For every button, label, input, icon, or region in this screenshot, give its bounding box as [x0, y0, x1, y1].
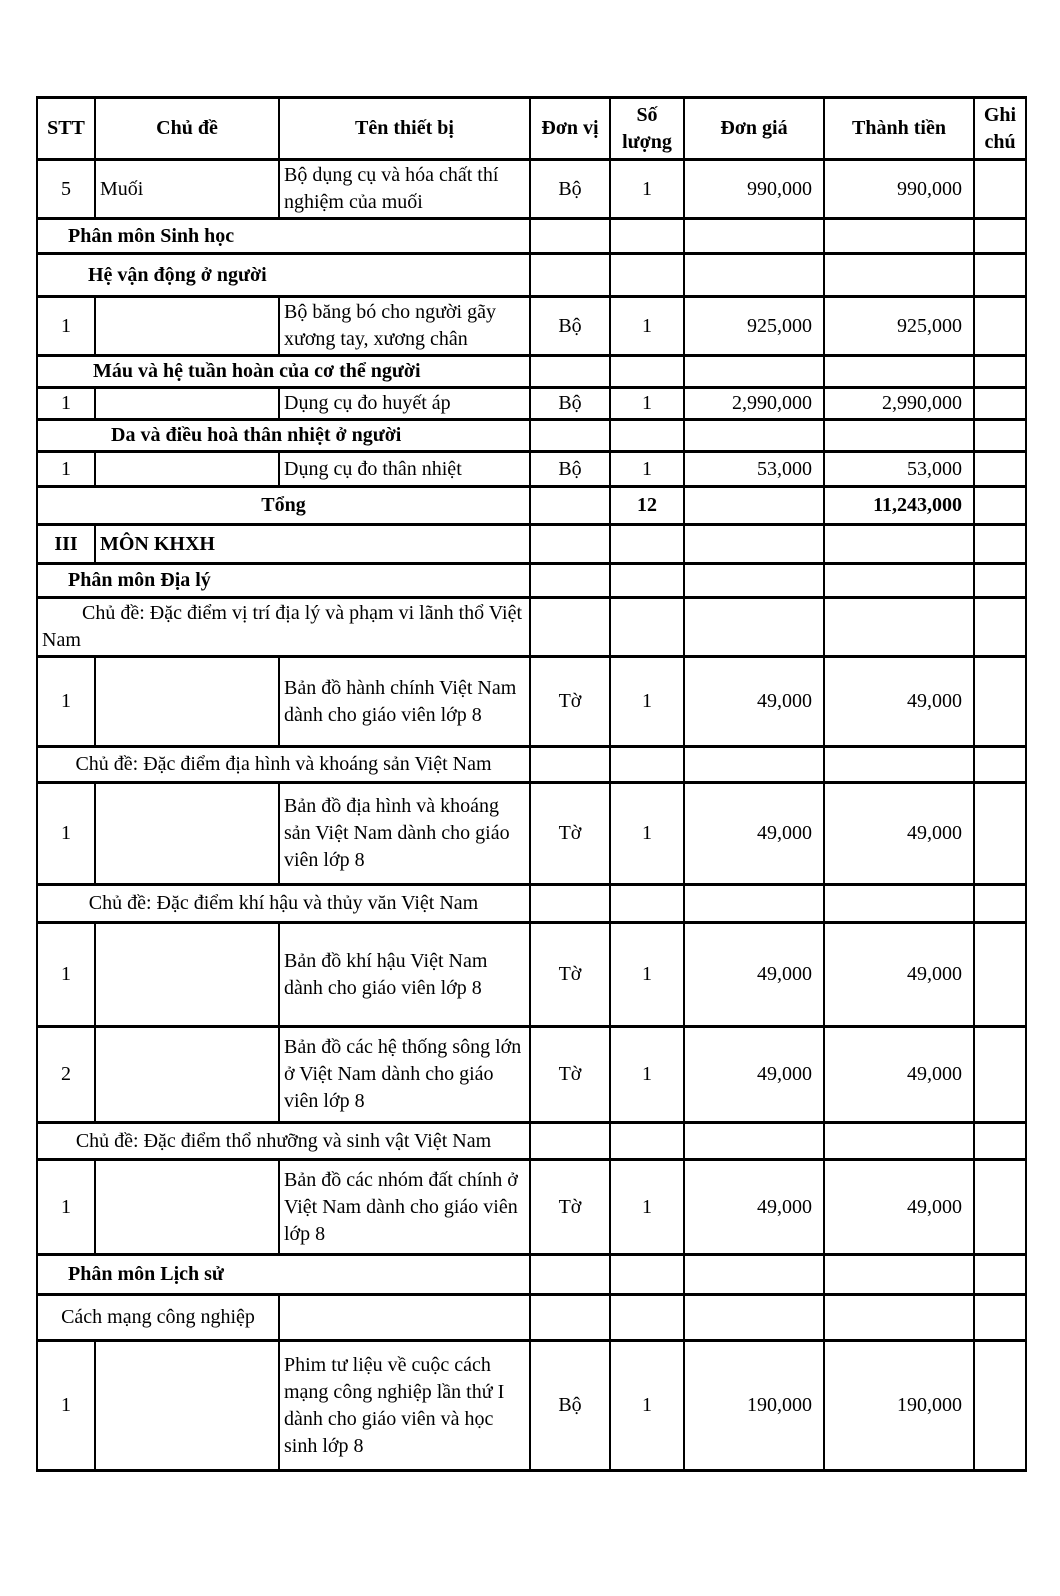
cell-thanh-tien: 49,000 — [824, 1027, 974, 1123]
total-quantity: 12 — [610, 487, 684, 525]
item-row — [37, 923, 1026, 1027]
empty-cell — [974, 1295, 1026, 1341]
cell-don-gia: 190,000 — [684, 1341, 824, 1471]
col-header-thanh-tien: Thành tiền — [824, 98, 974, 160]
cell-so-luong: 1 — [610, 783, 684, 885]
empty-cell — [974, 1255, 1026, 1295]
cell-ghi-chu — [974, 783, 1026, 885]
cell-don-gia: 49,000 — [684, 1027, 824, 1123]
cell-don-vi: Tờ — [530, 923, 610, 1027]
cell-ten-thiet-bi: Bản đồ các hệ thống sông lớn ở Việt Nam dành cho giáo viên lớp 8 — [279, 1027, 530, 1123]
section-row — [37, 564, 1026, 598]
equipment-table — [36, 96, 1027, 1472]
empty-cell — [684, 219, 824, 254]
empty-cell — [824, 525, 974, 564]
empty-cell — [610, 598, 684, 657]
empty-cell — [824, 747, 974, 783]
cell-thanh-tien: 190,000 — [824, 1341, 974, 1471]
cell-so-luong: 1 — [610, 657, 684, 747]
cell-don-gia: 990,000 — [684, 160, 824, 219]
empty-cell — [824, 420, 974, 452]
cell-don-gia: 49,000 — [684, 923, 824, 1027]
section-row — [37, 747, 1026, 783]
empty-cell — [974, 254, 1026, 297]
empty-cell — [530, 1123, 610, 1160]
total-row — [37, 487, 1026, 525]
empty-cell — [974, 885, 1026, 923]
empty-cell — [824, 1295, 974, 1341]
item-row — [37, 657, 1026, 747]
cell-don-vi: Tờ — [530, 657, 610, 747]
cell-ten-thiet-bi: Bộ băng bó cho người gãy xương tay, xương chân — [279, 297, 530, 356]
cell-stt: 1 — [37, 923, 95, 1027]
cell-so-luong: 1 — [610, 297, 684, 356]
empty-cell — [974, 219, 1026, 254]
section-label: Phân môn Sinh học — [37, 219, 530, 254]
section-label: Phân môn Lịch sử — [37, 1255, 530, 1295]
section-row — [37, 254, 1026, 297]
cell-chu-de — [95, 452, 279, 487]
cell-thanh-tien: 925,000 — [824, 297, 974, 356]
section-row — [37, 420, 1026, 452]
empty-cell — [684, 487, 824, 525]
col-header-ghi-chu: Ghi chú — [974, 98, 1026, 160]
cell-ghi-chu — [974, 1027, 1026, 1123]
empty-cell — [530, 219, 610, 254]
empty-cell — [684, 1123, 824, 1160]
section-label: Chủ đề: Đặc điểm vị trí địa lý và phạm vi lãnh thổ Việt Nam — [37, 598, 530, 657]
section-label: Phân môn Địa lý — [37, 564, 530, 598]
item-row — [37, 297, 1026, 356]
section-label: Da và điều hoà thân nhiệt ở người — [37, 420, 530, 452]
empty-cell — [610, 1295, 684, 1341]
item-row — [37, 452, 1026, 487]
empty-cell — [824, 885, 974, 923]
empty-cell — [279, 1295, 530, 1341]
cell-so-luong: 1 — [610, 1027, 684, 1123]
cell-thanh-tien: 49,000 — [824, 657, 974, 747]
cell-stt: 2 — [37, 1027, 95, 1123]
cell-don-vi: Bộ — [530, 160, 610, 219]
section-row — [37, 1123, 1026, 1160]
empty-cell — [684, 564, 824, 598]
cell-don-vi: Tờ — [530, 1027, 610, 1123]
section-label: Chủ đề: Đặc điểm khí hậu và thủy văn Việt Nam — [37, 885, 530, 923]
cell-ten-thiet-bi: Bản đồ hành chính Việt Nam dành cho giáo viên lớp 8 — [279, 657, 530, 747]
roman-numeral: III — [37, 525, 95, 564]
item-row — [37, 160, 1026, 219]
cell-ten-thiet-bi: Bản đồ các nhóm đất chính ở Việt Nam dành cho giáo viên lớp 8 — [279, 1160, 530, 1255]
cell-thanh-tien: 49,000 — [824, 1160, 974, 1255]
section-label: Chủ đề: Đặc điểm thổ nhưỡng và sinh vật Việt Nam — [37, 1123, 530, 1160]
cell-ghi-chu — [974, 452, 1026, 487]
empty-cell — [610, 885, 684, 923]
col-header-chu-de: Chủ đề — [95, 98, 279, 160]
empty-cell — [530, 598, 610, 657]
empty-cell — [684, 747, 824, 783]
header-row — [37, 98, 1026, 160]
section-row — [37, 356, 1026, 388]
empty-cell — [530, 356, 610, 388]
section-label: Cách mạng công nghiệp — [37, 1295, 279, 1341]
section-row — [37, 1295, 1026, 1341]
empty-cell — [530, 420, 610, 452]
cell-thanh-tien: 53,000 — [824, 452, 974, 487]
cell-stt: 1 — [37, 1160, 95, 1255]
empty-cell — [610, 254, 684, 297]
empty-cell — [610, 420, 684, 452]
cell-don-gia: 53,000 — [684, 452, 824, 487]
cell-chu-de — [95, 297, 279, 356]
cell-don-vi: Tờ — [530, 1160, 610, 1255]
cell-so-luong: 1 — [610, 1160, 684, 1255]
cell-stt: 5 — [37, 160, 95, 219]
cell-ghi-chu — [974, 657, 1026, 747]
section-label: Chủ đề: Đặc điểm địa hình và khoáng sản Việt Nam — [37, 747, 530, 783]
cell-so-luong: 1 — [610, 388, 684, 420]
empty-cell — [530, 747, 610, 783]
item-row — [37, 1027, 1026, 1123]
cell-don-gia: 49,000 — [684, 783, 824, 885]
col-header-don-gia: Đơn giá — [684, 98, 824, 160]
cell-ten-thiet-bi: Dụng cụ đo huyết áp — [279, 388, 530, 420]
roman-section-row — [37, 525, 1026, 564]
cell-so-luong: 1 — [610, 1341, 684, 1471]
cell-so-luong: 1 — [610, 923, 684, 1027]
cell-don-gia: 49,000 — [684, 1160, 824, 1255]
cell-thanh-tien: 49,000 — [824, 783, 974, 885]
cell-ten-thiet-bi: Dụng cụ đo thân nhiệt — [279, 452, 530, 487]
empty-cell — [530, 254, 610, 297]
cell-don-vi: Bộ — [530, 1341, 610, 1471]
col-header-don-vi: Đơn vị — [530, 98, 610, 160]
cell-so-luong: 1 — [610, 452, 684, 487]
empty-cell — [974, 525, 1026, 564]
empty-cell — [684, 254, 824, 297]
empty-cell — [824, 254, 974, 297]
cell-don-gia: 2,990,000 — [684, 388, 824, 420]
empty-cell — [530, 564, 610, 598]
cell-ghi-chu — [974, 297, 1026, 356]
cell-ghi-chu — [974, 388, 1026, 420]
empty-cell — [974, 598, 1026, 657]
cell-ten-thiet-bi: Phim tư liệu về cuộc cách mạng công nghiệp lần thứ I dành cho giáo viên và học sinh lớp 8 — [279, 1341, 530, 1471]
cell-don-vi: Bộ — [530, 388, 610, 420]
cell-chu-de: Muối — [95, 160, 279, 219]
empty-cell — [610, 747, 684, 783]
cell-stt: 1 — [37, 297, 95, 356]
empty-cell — [684, 356, 824, 388]
empty-cell — [610, 219, 684, 254]
item-row — [37, 1160, 1026, 1255]
section-row — [37, 885, 1026, 923]
empty-cell — [610, 356, 684, 388]
cell-don-gia: 925,000 — [684, 297, 824, 356]
empty-cell — [974, 1123, 1026, 1160]
section-label: Hệ vận động ở người — [37, 254, 530, 297]
empty-cell — [974, 356, 1026, 388]
empty-cell — [974, 747, 1026, 783]
cell-stt: 1 — [37, 388, 95, 420]
section-row — [37, 598, 1026, 657]
empty-cell — [610, 1255, 684, 1295]
col-header-so-luong: Số lượng — [610, 98, 684, 160]
cell-ten-thiet-bi: Bản đồ địa hình và khoáng sản Việt Nam dành cho giáo viên lớp 8 — [279, 783, 530, 885]
item-row — [37, 783, 1026, 885]
col-header-stt: STT — [37, 98, 95, 160]
cell-chu-de — [95, 1027, 279, 1123]
cell-thanh-tien: 49,000 — [824, 923, 974, 1027]
cell-chu-de — [95, 1160, 279, 1255]
empty-cell — [974, 564, 1026, 598]
cell-chu-de — [95, 388, 279, 420]
empty-cell — [610, 1123, 684, 1160]
empty-cell — [530, 525, 610, 564]
empty-cell — [824, 564, 974, 598]
empty-cell — [684, 420, 824, 452]
empty-cell — [684, 525, 824, 564]
empty-cell — [684, 1295, 824, 1341]
cell-stt: 1 — [37, 657, 95, 747]
cell-thanh-tien: 990,000 — [824, 160, 974, 219]
item-row — [37, 1341, 1026, 1471]
empty-cell — [824, 219, 974, 254]
cell-ghi-chu — [974, 923, 1026, 1027]
section-row — [37, 1255, 1026, 1295]
section-label: Máu và hệ tuần hoàn của cơ thể người — [37, 356, 530, 388]
cell-ghi-chu — [974, 1341, 1026, 1471]
cell-thanh-tien: 2,990,000 — [824, 388, 974, 420]
section-row — [37, 219, 1026, 254]
cell-stt: 1 — [37, 1341, 95, 1471]
empty-cell — [684, 1255, 824, 1295]
empty-cell — [684, 598, 824, 657]
cell-stt: 1 — [37, 452, 95, 487]
cell-ten-thiet-bi: Bản đồ khí hậu Việt Nam dành cho giáo viên lớp 8 — [279, 923, 530, 1027]
empty-cell — [530, 885, 610, 923]
empty-cell — [824, 1123, 974, 1160]
item-row — [37, 388, 1026, 420]
cell-chu-de — [95, 1341, 279, 1471]
cell-chu-de — [95, 923, 279, 1027]
cell-don-gia: 49,000 — [684, 657, 824, 747]
empty-cell — [610, 525, 684, 564]
col-header-ten-thiet-bi: Tên thiết bị — [279, 98, 530, 160]
empty-cell — [530, 1255, 610, 1295]
empty-cell — [824, 598, 974, 657]
empty-cell — [974, 487, 1026, 525]
total-amount: 11,243,000 — [824, 487, 974, 525]
cell-don-vi: Bộ — [530, 297, 610, 356]
cell-chu-de — [95, 657, 279, 747]
cell-so-luong: 1 — [610, 160, 684, 219]
cell-chu-de — [95, 783, 279, 885]
empty-cell — [530, 487, 610, 525]
cell-stt: 1 — [37, 783, 95, 885]
empty-cell — [974, 420, 1026, 452]
empty-cell — [824, 1255, 974, 1295]
empty-cell — [530, 1295, 610, 1341]
empty-cell — [610, 564, 684, 598]
cell-ghi-chu — [974, 160, 1026, 219]
total-label: Tổng — [37, 487, 530, 525]
cell-don-vi: Tờ — [530, 783, 610, 885]
cell-ten-thiet-bi: Bộ dụng cụ và hóa chất thí nghiệm của muối — [279, 160, 530, 219]
empty-cell — [684, 885, 824, 923]
section-label: MÔN KHXH — [95, 525, 530, 564]
cell-don-vi: Bộ — [530, 452, 610, 487]
empty-cell — [824, 356, 974, 388]
cell-ghi-chu — [974, 1160, 1026, 1255]
